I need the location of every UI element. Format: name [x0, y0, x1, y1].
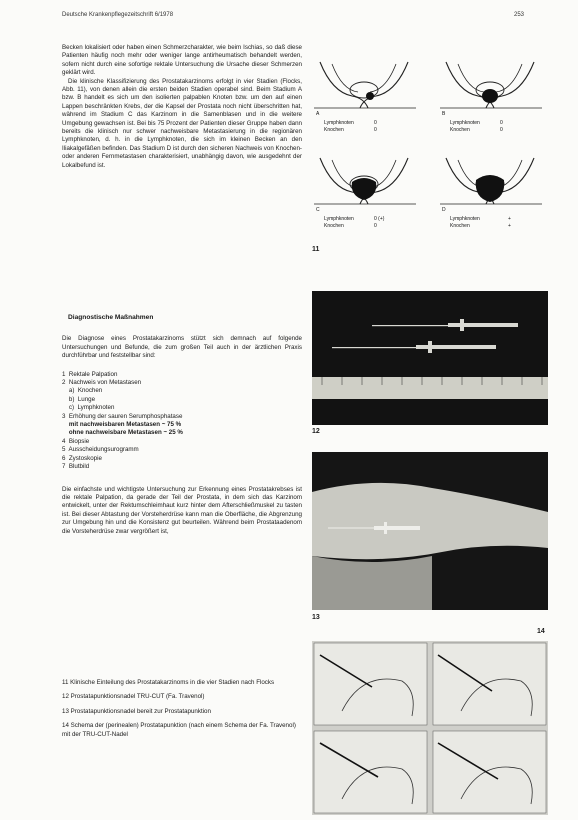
tumor-mark [352, 178, 377, 200]
bone-label: Knochen [324, 127, 344, 133]
list-item: a) Knochen [62, 387, 103, 395]
lymph-label: Lymphknoten [324, 120, 354, 126]
figure-13-photo [312, 452, 548, 610]
lymph-label: Lymphknoten [450, 216, 480, 222]
figure-captions [62, 679, 302, 745]
caption-11: 11 Klinische Einteilung des Prostatakarzinoms in die vier Stadien nach Flocks [62, 679, 275, 686]
figure-14-number: 14 [537, 628, 545, 635]
bone-value: 0 [500, 127, 503, 133]
figure-11-number: 11 [312, 246, 320, 253]
needle-illustration [312, 291, 548, 425]
caption-12: 12 Prostatapunktionsnadel TRU-CUT (Fa. Travenol) [62, 693, 205, 701]
lymph-value: 0 [374, 120, 377, 126]
tumor-mark [366, 92, 374, 100]
list-item: ohne nachweisbare Metastasen ~ 25 % [62, 429, 183, 437]
lymph-label: Lymphknoten [324, 216, 354, 222]
list-item: 7 Blutbild [62, 463, 90, 471]
diagnostics-list [62, 371, 302, 472]
tumor-mark [482, 89, 498, 103]
list-item: c) Lymphknoten [62, 404, 115, 412]
list-item: 5 Ausscheidungsurogramm [62, 446, 139, 454]
stage-panel-a [314, 62, 416, 133]
list-item: b) Lunge [62, 395, 96, 403]
list-item: 1 Rektale Palpation [62, 370, 118, 378]
figure-11-stage-diagrams [312, 52, 548, 252]
panel-letter: C [316, 207, 320, 213]
lymph-value: 0 [500, 120, 503, 126]
running-header: Deutsche Krankenpflegezeitschrift 6/1978 [62, 12, 174, 18]
paragraph-4: Die einfachste und wichtigste Untersuchung zur Erkennung eines Prostatakrebses ist die rektale Palpation, da gerade der Teil der Prostata, in dem sich das Karzinom entwickelt, unter der Rektumschleimhaut kurz hinter dem Afterschließmuskel zu tasten ist. Bei dieser Abtastung der Vorsteherdrüse kann man die Oberfläche, die Abgrenzung zur Umgebung hin und die Konsistenz gut beurteilen. Während beim Prostataadenom die Vorsteherdrüse zwar vergrößert ist, [62, 485, 302, 535]
section-heading: Diagnostische Maßnahmen [68, 314, 154, 321]
panel-letter: D [442, 207, 446, 213]
figure-13-number: 13 [312, 614, 320, 621]
list-item: 6 Zystoskopie [62, 454, 102, 462]
paragraph-1: Becken lokalisiert oder haben einen Schmerzcharakter, wie beim Ischias, so daß diese Patienten häufig noch mehr oder weniger lange antirheumatisch behandelt werden, sofern nicht durch eine sofortige rektale Untersuchung die Ursache dieser Schmerzen geklärt wird. [62, 44, 302, 77]
bone-value: 0 [374, 223, 377, 229]
diagnostics-section [62, 314, 302, 536]
lymph-value: 0 (+) [374, 216, 385, 222]
figure-12-number: 12 [312, 428, 320, 435]
figure-12-photo [312, 291, 548, 425]
stage-panel-b [440, 62, 542, 133]
bone-value: 0 [374, 127, 377, 133]
panel-letter: B [442, 111, 446, 117]
body-text-column [62, 44, 302, 170]
list-item: 2 Nachweis von Metastasen [62, 379, 142, 387]
paragraph-2: Die klinische Klassifizierung des Prostatakarzinoms erfolgt in vier Stadien (Flocks, Abb. 11), von denen allein die ersten beiden Stadien operabel sind. Beim Stadium A bzw. B handelt es sich um den isolierten palpablen Knoten bzw. um den auf einen Lappen beschränkten Krebs, der die Kapsel der Prostata noch nicht überschritten hat, während im Stadium C das Karzinom in die Samenblasen und in die weitere Umgebung gewachsen ist. Bei bis 75 Prozent der Patienten dieser Gruppe haben dann bereits die klinisch nur schwer nachweisbare Metastasierung in die regionären Lymphknoten, d. h. in die Lymphknoten, die sich im kleinen Becken an den Iliakalgefäßen befinden. Das Stadium D ist durch den sicheren Nachweis von Knochen- oder anderen Fernmetastasen charakterisiert, unabhängig davon, wie ausgedehnt der Lokalbefund ist. [62, 77, 302, 169]
lymph-value: + [508, 216, 511, 222]
tumor-mark [476, 175, 504, 202]
panel-letter: A [316, 111, 320, 117]
bone-label: Knochen [450, 223, 470, 229]
list-item: mit nachweisbaren Metastasen ~ 75 % [62, 421, 182, 429]
caption-14: 14 Schema der (perinealen) Prostatapunktion (nach einem Schema der Fa. Travenol) mit der TRU-CUT-Nadel [62, 722, 296, 738]
page-number: 253 [513, 12, 524, 18]
list-item: 3 Erhöhung der sauren Serumphosphatase [62, 412, 183, 420]
bone-label: Knochen [450, 127, 470, 133]
ruler [312, 377, 548, 399]
figure-14-schema [312, 641, 548, 815]
stage-panel-d [440, 158, 542, 229]
paragraph-3: Die Diagnose eines Prostatakarzinoms stützt sich demnach auf folgende Untersuchungen und Befunde, die zum großen Teil auch in der ärztlichen Praxis durchführbar und feststellbar sind: [62, 335, 302, 360]
bone-value: + [508, 223, 511, 229]
lymph-label: Lymphknoten [450, 120, 480, 126]
list-item: 4 Biopsie [62, 437, 90, 445]
hand-illustration [312, 452, 548, 610]
puncture-schema [312, 641, 548, 815]
stage-panel-c [314, 158, 416, 229]
bone-label: Knochen [324, 223, 344, 229]
caption-13: 13 Prostatapunktionsnadel bereit zur Prostatapunktion [62, 707, 211, 715]
